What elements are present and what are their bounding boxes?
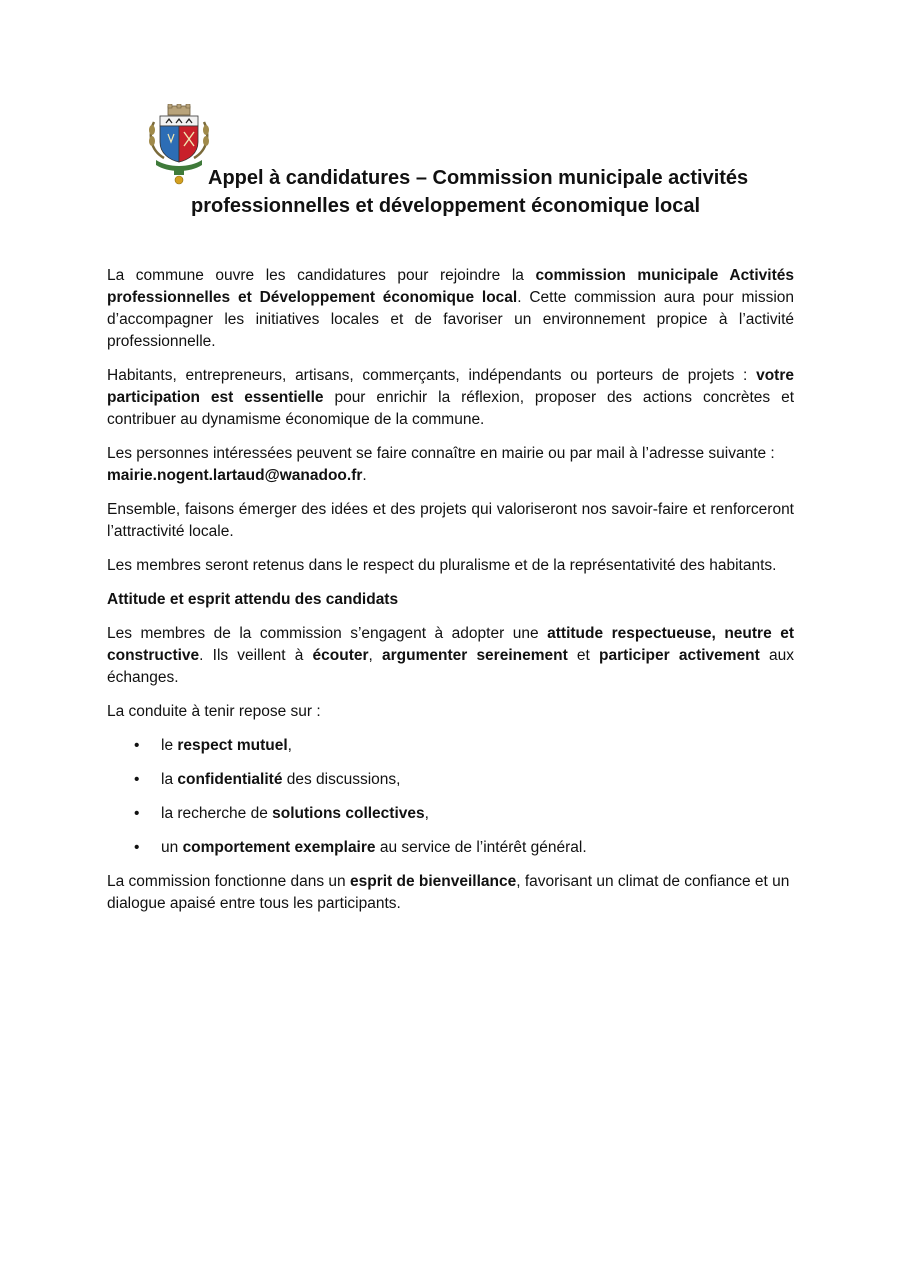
bullet-icon: • bbox=[134, 805, 140, 822]
commission-name: commission municipale Activités professionnelles et Développement économique local bbox=[107, 267, 794, 306]
list-item: • le respect mutuel, bbox=[107, 735, 794, 757]
paragraph-audience: Habitants, entrepreneurs, artisans, commerçants, indépendants ou porteurs de projets : votre participation est essentielle pour enrichir la réflexion, proposer des actions concrètes et contribuer au dynamisme économique de la commune. bbox=[107, 367, 795, 428]
contact-email: mairie.nogent.lartaud@wanadoo.fr bbox=[107, 467, 363, 484]
paragraph-attitude: Les membres de la commission s’engagent à adopter une attitude respectueuse, neutre et constructive. Ils veillent à écouter, argumenter sereinement et participer activement aux échanges. bbox=[107, 625, 794, 686]
paragraph-conduct: La conduite à tenir repose sur : bbox=[107, 703, 321, 720]
paragraph-intro: La commune ouvre les candidatures pour rejoindre la commission municipale Activités professionnelles et Développement économique local. Cette commission aura pour mission d’accompagner les initiatives locales et de favoriser un environnement propice à l’activité professionnelle. bbox=[107, 267, 795, 350]
list-item: • un comportement exemplaire au service de l’intérêt général. bbox=[107, 837, 794, 859]
bullet-icon: • bbox=[134, 839, 140, 856]
bullet-icon: • bbox=[134, 771, 140, 788]
paragraph-together: Ensemble, faisons émerger des idées et des projets qui valoriseront nos savoir-faire et renforceront l’attractivité locale. bbox=[107, 501, 794, 540]
paragraph-closing: La commission fonctionne dans un esprit de bienveillance, favorisant un climat de confiance et un dialogue apaisé entre tous les participants. bbox=[107, 873, 790, 912]
participation-emphasis: votre participation est essentielle bbox=[107, 367, 794, 406]
document-body bbox=[107, 265, 794, 927]
list-item: • la confidentialité des discussions, bbox=[107, 769, 794, 791]
list-item: • la recherche de solutions collectives, bbox=[107, 803, 794, 825]
paragraph-contact: Les personnes intéressées peuvent se faire connaître en mairie ou par mail à l’adresse suivante : mairie.nogent.lartaud@wanadoo.fr. bbox=[107, 445, 775, 484]
paragraph-selection: Les membres seront retenus dans le respect du pluralisme et de la représentativité des habitants. bbox=[107, 557, 777, 574]
conduct-list bbox=[107, 735, 794, 859]
section-heading: Attitude et esprit attendu des candidats bbox=[107, 591, 399, 608]
document-title bbox=[150, 164, 810, 220]
bullet-icon: • bbox=[134, 737, 140, 754]
title-line-2: professionnelles et développement économique local bbox=[191, 195, 701, 217]
title-line-1: Appel à candidatures – Commission municipale activités bbox=[208, 167, 749, 189]
